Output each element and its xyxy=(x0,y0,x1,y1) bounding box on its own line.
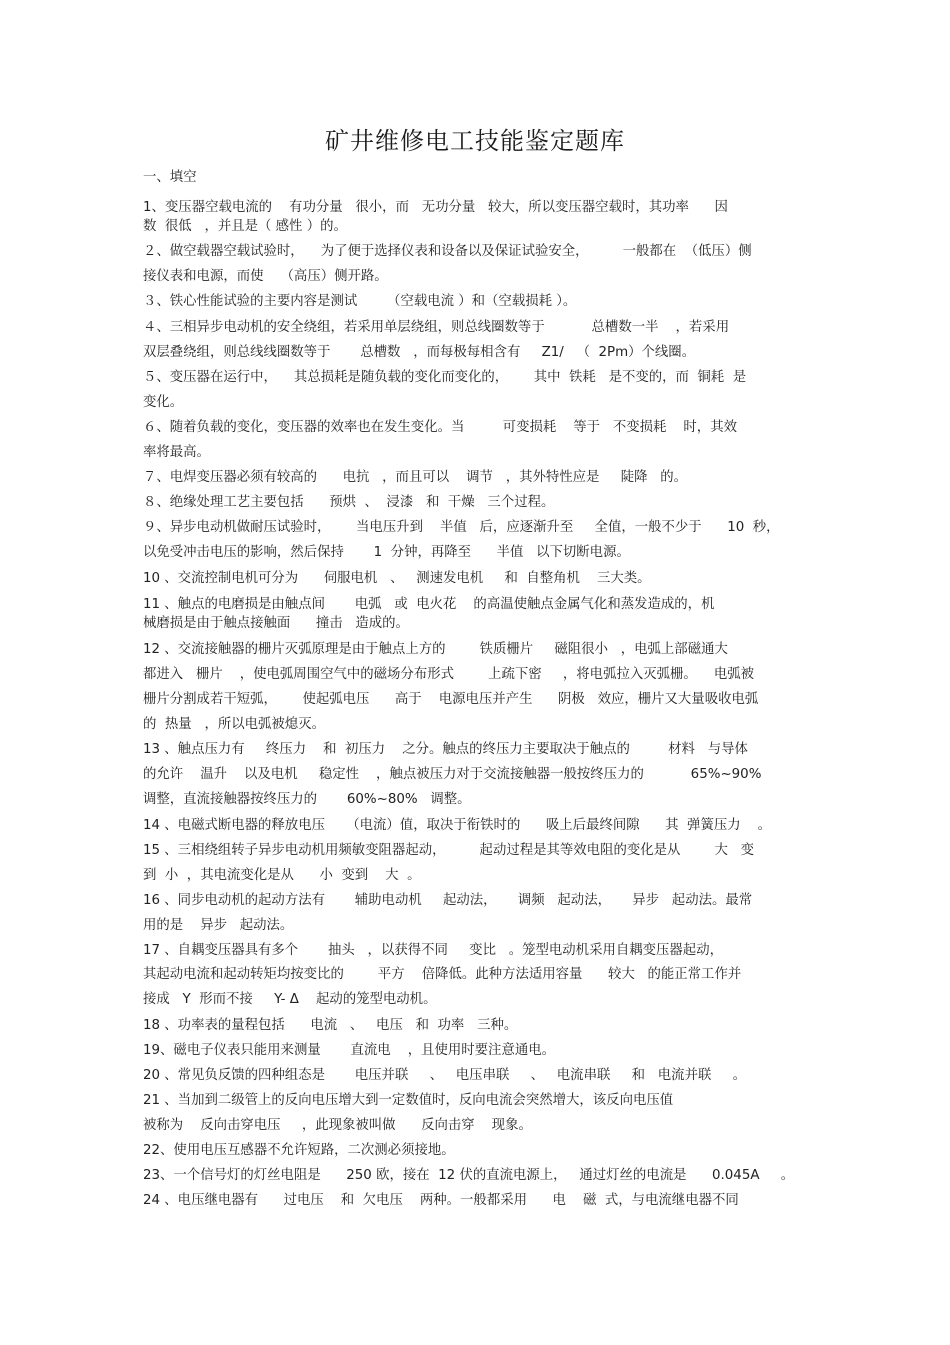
text-line: 双层叠绕组，则总线线圈数等于 总槽数 ，而每极每相含有 Z1/ （ 2Pm）个线圈。 xyxy=(143,345,696,360)
text-line: 用的是 异步 起动法。 xyxy=(143,918,294,933)
text-line: 的 热量 ，所以电弧被熄灭。 xyxy=(143,717,325,732)
text-line: ８、绝缘处理工艺主要包括 预烘 、 浸漆 和 干燥 三个过程。 xyxy=(143,495,555,510)
text-line: 以免受冲击电压的影响，然后保持 1 分钟，再降至 半值 以下切断电源。 xyxy=(143,545,630,560)
text-line: ５、变压器在运行中， 其总损耗是随负载的变化而变化的， 其中 铁耗 是不变的，而 铜耗 是 xyxy=(143,370,747,385)
text-line: ４、三相异步电动机的安全绕组，若采用单层绕组，则总线圈数等于 总槽数一半 ，若采用 xyxy=(143,320,730,335)
text-line: 21 、当加到二级管上的反向电压增大到一定数值时，反向电流会突然增大，该反向电压值 xyxy=(143,1093,674,1108)
text-line: 率将最高。 xyxy=(143,445,210,460)
text-line: ７、电焊变压器必须有较高的 电抗 ，而且可以 调节 ，其外特性应是 陡降 的。 xyxy=(143,470,688,485)
text-line: 都进入 栅片 ，使电弧周围空气中的磁场分布形式 上疏下密 ，将电弧拉入灭弧栅。 电弧被 xyxy=(143,667,754,682)
text-line: 24 、电压继电器有 过电压 和 欠电压 两种。一般都采用 电 磁 式，与电流继电器不同 xyxy=(143,1193,739,1208)
document-body xyxy=(143,168,813,1208)
text-line: 12 、交流接触器的栅片灭弧原理是由于触点上方的 铁质栅片 磁阻很小 ，电弧上部磁通大 xyxy=(143,642,728,657)
page-title: 矿井维修电工技能鉴定题库 xyxy=(325,127,625,155)
text-line: 接成 Y 形而不接 Y- Δ 起动的笼型电动机。 xyxy=(143,992,437,1007)
text-line: ２、做空载器空载试验时， 为了便于选择仪表和设备以及保证试验安全， 一般都在 （低压）侧 xyxy=(143,244,752,259)
text-line: ９、异步电动机做耐压试验时， 当电压升到 半值 后，应逐渐升至 全值，一般不少于 10 秒， xyxy=(143,520,780,535)
text-line: 11 、触点的电磨损是由触点间 电弧 或 电火花 的高温使触点金属气化和蒸发造成的，机 xyxy=(143,597,715,612)
text-line: 数 很低 ，并且是（ 感性 ）的。 xyxy=(143,219,347,234)
text-line: 1、变压器空载电流的 有功分量 很小，而 无功分量 较大，所以变压器空载时，其功率 因 xyxy=(143,200,728,215)
text-line: ６、随着负载的变化，变压器的效率也在发生变化。当 可变损耗 等于 不变损耗 时，其效 xyxy=(143,420,737,435)
text-line: 其起动电流和起动转矩均按变比的 平方 倍降低。此种方法适用容量 较大 的能正常工作并 xyxy=(143,967,742,982)
text-line: 被称为 反向击穿电压 ，此现象被叫做 反向击穿 现象。 xyxy=(143,1118,532,1133)
text-line: 23、一个信号灯的灯丝电阻是 250 欧，接在 12 伏的直流电源上， 通过灯丝的电流是 0.045A 。 xyxy=(143,1168,795,1183)
text-line: 20 、常见负反馈的四种组态是 电压并联 、 电压串联 、 电流串联 和 电流并联 。 xyxy=(143,1068,747,1083)
text-line: 械磨损是由于触点接触面 撞击 造成的。 xyxy=(143,616,409,631)
text-line: 变化。 xyxy=(143,395,184,410)
text-line: 18 、功率表的量程包括 电流 、 电压 和 功率 三种。 xyxy=(143,1018,518,1033)
text-line: 17 、自耦变压器具有多个 抽头 ，以获得不同 变比 。笼型电动机采用自耦变压器起动， xyxy=(143,943,723,958)
text-line: 15 、三相绕组转子异步电动机用频敏变阻器起动， 起动过程是其等效电阻的变化是从 大 变 xyxy=(143,843,755,858)
text-line: 调整，直流接触器按终压力的 60%~80% 调整。 xyxy=(143,792,471,807)
text-line: 接仪表和电源，而使 （高压）侧开路。 xyxy=(143,269,388,284)
text-line: 22、使用电压互感器不允许短路，二次测必须接地。 xyxy=(143,1143,455,1158)
text-line: 的允许 温升 以及电机 稳定性 ，触点被压力对于交流接触器一般按终压力的 65%~90% xyxy=(143,767,762,782)
text-line: 19、磁电子仪表只能用来测量 直流电 ，且使用时要注意通电。 xyxy=(143,1043,556,1058)
section-heading: 一、填空 xyxy=(143,170,197,185)
text-line: ３、铁心性能试验的主要内容是测试 （空载电流 ）和（空载损耗 ）。 xyxy=(143,294,577,309)
text-line: 栅片分割成若干短弧， 使起弧电压 高于 电源电压并产生 阴极 效应，栅片又大量吸收电弧 xyxy=(143,692,759,707)
text-line: 13 、触点压力有 终压力 和 初压力 之分。触点的终压力主要取决于触点的 材料 与导体 xyxy=(143,742,748,757)
text-line: 16 、同步电动机的起动方法有 辅助电动机 起动法， 调频 起动法， 异步 起动法。最常 xyxy=(143,893,753,908)
text-line: 到 小 ，其电流变化是从 小 变到 大 。 xyxy=(143,868,421,883)
text-line: 14 、电磁式断电器的释放电压 （电流）值，取决于衔铁时的 吸上后最终间隙 其 弹簧压力 。 xyxy=(143,818,772,833)
text-line: 10 、交流控制电机可分为 伺服电机 、 测速发电机 和 自整角机 三大类。 xyxy=(143,571,651,586)
